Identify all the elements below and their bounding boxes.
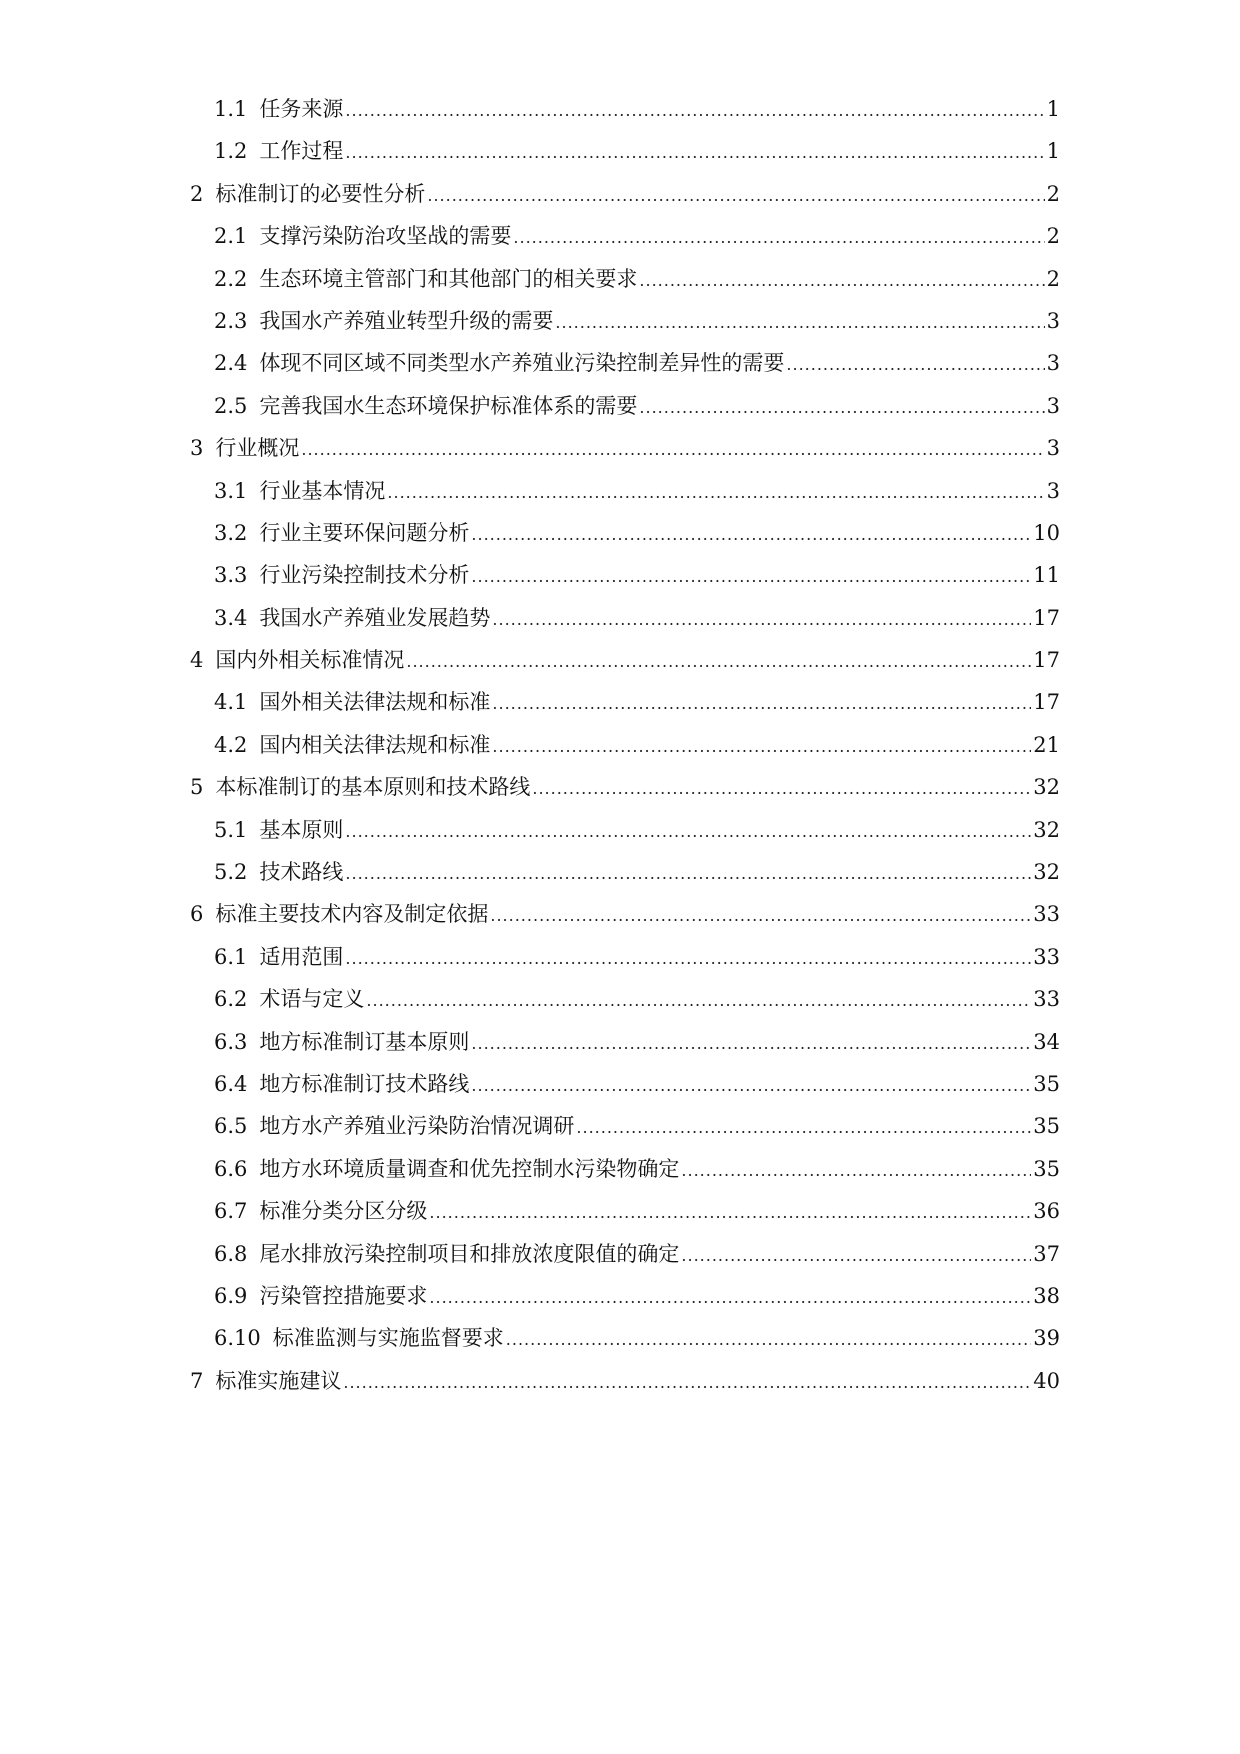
dot-leader: [429, 1288, 1031, 1307]
toc-entry-number: 6.8: [214, 1241, 248, 1266]
toc-entry-number: 2.5: [214, 393, 248, 418]
toc-entry[interactable]: [190, 1195, 1060, 1237]
toc-entry-page-number: 33: [1033, 944, 1060, 969]
dot-leader: [576, 1118, 1031, 1137]
toc-entry[interactable]: [190, 1068, 1060, 1110]
toc-entry-number: 2.4: [214, 351, 248, 376]
toc-entry-page-number: 39: [1033, 1326, 1060, 1351]
toc-entry-title: 任务来源: [259, 97, 344, 121]
toc-entry-number: 6.9: [214, 1283, 248, 1308]
dot-leader: [639, 271, 1044, 290]
dot-leader: [786, 355, 1044, 374]
toc-entry-page-number: 1: [1046, 97, 1060, 121]
toc-entry-page-number: 3: [1046, 436, 1060, 461]
toc-entry-title: 本标准制订的基本原则和技术路线: [215, 775, 531, 800]
dot-leader: [681, 1246, 1031, 1265]
dot-leader: [343, 1373, 1031, 1392]
toc-entry-title: 地方水产养殖业污染防治情况调研: [259, 1114, 575, 1139]
toc-entry-number: 6: [190, 902, 204, 927]
dot-leader: [471, 567, 1031, 586]
dot-leader: [345, 143, 1044, 162]
dot-leader: [492, 694, 1031, 713]
toc-entry[interactable]: [190, 1280, 1060, 1322]
toc-entry[interactable]: [190, 93, 1060, 135]
toc-entry-page-number: 35: [1033, 1071, 1060, 1096]
toc-entry-number: 1.1: [214, 97, 248, 121]
dot-leader: [471, 525, 1031, 544]
dot-leader: [345, 949, 1031, 968]
toc-entry[interactable]: [190, 983, 1060, 1025]
toc-entry[interactable]: [190, 1110, 1060, 1152]
toc-entry-number: 5.2: [214, 860, 248, 885]
toc-entry-page-number: 3: [1046, 308, 1060, 333]
toc-entry[interactable]: [190, 941, 1060, 983]
toc-entry-page-number: 10: [1033, 520, 1060, 545]
toc-entry-title: 标准主要技术内容及制定依据: [215, 902, 489, 927]
toc-entry-number: 4: [190, 648, 204, 673]
toc-entry-page-number: 11: [1033, 563, 1060, 588]
toc-entry-number: 3.1: [214, 478, 248, 503]
toc-entry[interactable]: [190, 517, 1060, 559]
toc-entry-number: 6.1: [214, 944, 248, 969]
toc-entry[interactable]: [190, 1026, 1060, 1068]
toc-entry-page-number: 37: [1033, 1241, 1060, 1266]
toc-entry-page-number: 3: [1046, 351, 1060, 376]
toc-entry-title: 基本原则: [259, 817, 344, 842]
toc-entry-page-number: 17: [1033, 690, 1060, 715]
toc-entry[interactable]: [190, 432, 1060, 474]
toc-entry-title: 地方标准制订技术路线: [259, 1071, 470, 1096]
toc-entry-page-number: 32: [1033, 775, 1060, 800]
dot-leader: [492, 610, 1031, 629]
toc-entry-title: 行业主要环保问题分析: [259, 520, 470, 545]
dot-leader: [406, 652, 1031, 671]
toc-entry-title: 术语与定义: [259, 987, 365, 1012]
toc-entry-title: 我国水产养殖业发展趋势: [259, 605, 491, 630]
toc-entry-page-number: 35: [1033, 1114, 1060, 1139]
toc-entry[interactable]: [190, 390, 1060, 432]
toc-entry-title: 国内相关法律法规和标准: [259, 732, 491, 757]
dot-leader: [490, 906, 1031, 925]
toc-entry-number: 6.2: [214, 987, 248, 1012]
toc-entry[interactable]: [190, 220, 1060, 262]
toc-entry-page-number: 3: [1046, 393, 1060, 418]
dot-leader: [532, 779, 1031, 798]
toc-entry[interactable]: [190, 602, 1060, 644]
toc-entry-title: 体现不同区域不同类型水产养殖业污染控制差异性的需要: [259, 351, 785, 376]
toc-entry-number: 6.10: [214, 1326, 261, 1351]
toc-entry-page-number: 2: [1046, 181, 1060, 206]
toc-entry-title: 标准制订的必要性分析: [215, 181, 426, 206]
toc-entry-title: 标准实施建议: [215, 1368, 342, 1393]
toc-entry[interactable]: [190, 686, 1060, 728]
toc-entry-number: 2.1: [214, 224, 248, 249]
toc-entry-title: 行业概况: [215, 436, 300, 461]
toc-entry-title: 行业基本情况: [259, 478, 386, 503]
toc-entry-title: 工作过程: [259, 139, 344, 164]
dot-leader: [681, 1161, 1031, 1180]
dot-leader: [513, 228, 1044, 247]
dot-leader: [471, 1034, 1031, 1053]
toc-entry-page-number: 17: [1033, 648, 1060, 673]
toc-entry-page-number: 2: [1046, 224, 1060, 249]
toc-entry[interactable]: [190, 475, 1060, 517]
toc-entry-title: 生态环境主管部门和其他部门的相关要求: [259, 266, 638, 291]
toc-entry[interactable]: [190, 347, 1060, 389]
toc-entry-page-number: 34: [1033, 1029, 1060, 1054]
toc-entry[interactable]: [190, 1153, 1060, 1195]
toc-entry-page-number: 17: [1033, 605, 1060, 630]
toc-entry-page-number: 21: [1033, 732, 1060, 757]
toc-entry[interactable]: [190, 178, 1060, 220]
toc-entry[interactable]: [190, 305, 1060, 347]
toc-entry-page-number: 3: [1046, 478, 1060, 503]
toc-entry-number: 2.2: [214, 266, 248, 291]
dot-leader: [345, 864, 1031, 883]
dot-leader: [492, 737, 1031, 756]
toc-entry-number: 3: [190, 436, 204, 461]
toc-entry-page-number: 32: [1033, 860, 1060, 885]
toc-entry[interactable]: [190, 898, 1060, 940]
toc-entry-title: 技术路线: [259, 860, 344, 885]
toc-entry-title: 地方标准制订基本原则: [259, 1029, 470, 1054]
toc-entry[interactable]: [190, 1365, 1060, 1407]
dot-leader: [639, 398, 1044, 417]
toc-entry-number: 6.7: [214, 1199, 248, 1224]
toc-entry[interactable]: [190, 814, 1060, 856]
dot-leader: [555, 313, 1044, 332]
toc-entry-title: 行业污染控制技术分析: [259, 563, 470, 588]
toc-entry[interactable]: [190, 729, 1060, 771]
toc-entry-title: 国外相关法律法规和标准: [259, 690, 491, 715]
toc-entry[interactable]: [190, 135, 1060, 177]
toc-entry[interactable]: [190, 856, 1060, 898]
toc-entry-page-number: 1: [1046, 139, 1060, 164]
toc-entry-page-number: 33: [1033, 902, 1060, 927]
toc-entry-title: 支撑污染防治攻坚战的需要: [259, 224, 512, 249]
toc-entry-number: 1.2: [214, 139, 248, 164]
toc-entry[interactable]: [190, 644, 1060, 686]
toc-entry[interactable]: [190, 771, 1060, 813]
toc-entry-number: 6.5: [214, 1114, 248, 1139]
toc-entry[interactable]: [190, 1238, 1060, 1280]
toc-entry-number: 6.6: [214, 1156, 248, 1181]
dot-leader: [387, 483, 1044, 502]
toc-entry-number: 6.3: [214, 1029, 248, 1054]
toc-entry-title: 标准分类分区分级: [259, 1199, 428, 1224]
dot-leader: [345, 822, 1031, 841]
toc-entry-page-number: 33: [1033, 987, 1060, 1012]
toc-entry-page-number: 36: [1033, 1199, 1060, 1224]
toc-entry-title: 尾水排放污染控制项目和排放浓度限值的确定: [259, 1241, 680, 1266]
toc-entry-title: 完善我国水生态环境保护标准体系的需要: [259, 393, 638, 418]
dot-leader: [429, 1203, 1031, 1222]
toc-entry-number: 3.4: [214, 605, 248, 630]
toc-entry-page-number: 2: [1046, 266, 1060, 291]
dot-leader: [366, 991, 1031, 1010]
dot-leader: [301, 440, 1044, 459]
toc-entry-number: 6.4: [214, 1071, 248, 1096]
toc-entry-title: 污染管控措施要求: [259, 1283, 428, 1308]
toc-entry-number: 5.1: [214, 817, 248, 842]
toc-entry-title: 标准监测与实施监督要求: [272, 1326, 504, 1351]
toc-entry-page-number: 32: [1033, 817, 1060, 842]
toc-entry-title: 地方水环境质量调查和优先控制水污染物确定: [259, 1156, 680, 1181]
toc-entry-title: 适用范围: [259, 944, 344, 969]
toc-entry-number: 3.3: [214, 563, 248, 588]
toc-entry-number: 2.3: [214, 308, 248, 333]
toc-entry-number: 5: [190, 775, 204, 800]
dot-leader: [345, 101, 1044, 120]
toc-entry-page-number: 35: [1033, 1156, 1060, 1181]
dot-leader: [471, 1076, 1031, 1095]
toc-entry[interactable]: [190, 263, 1060, 305]
toc-entry-number: 4.2: [214, 732, 248, 757]
toc-entry-page-number: 40: [1033, 1368, 1060, 1393]
toc-entry-number: 4.1: [214, 690, 248, 715]
toc-entry-number: 3.2: [214, 520, 248, 545]
dot-leader: [506, 1330, 1032, 1349]
toc-entry-title: 国内外相关标准情况: [215, 648, 405, 673]
toc-entry-number: 7: [190, 1368, 204, 1393]
toc-entry-page-number: 38: [1033, 1283, 1060, 1308]
toc-entry-title: 我国水产养殖业转型升级的需要: [259, 308, 554, 333]
toc-entry[interactable]: [190, 559, 1060, 601]
dot-leader: [427, 186, 1044, 205]
table-of-contents: [190, 93, 1060, 1407]
toc-entry[interactable]: [190, 1322, 1060, 1364]
toc-entry-number: 2: [190, 181, 204, 206]
